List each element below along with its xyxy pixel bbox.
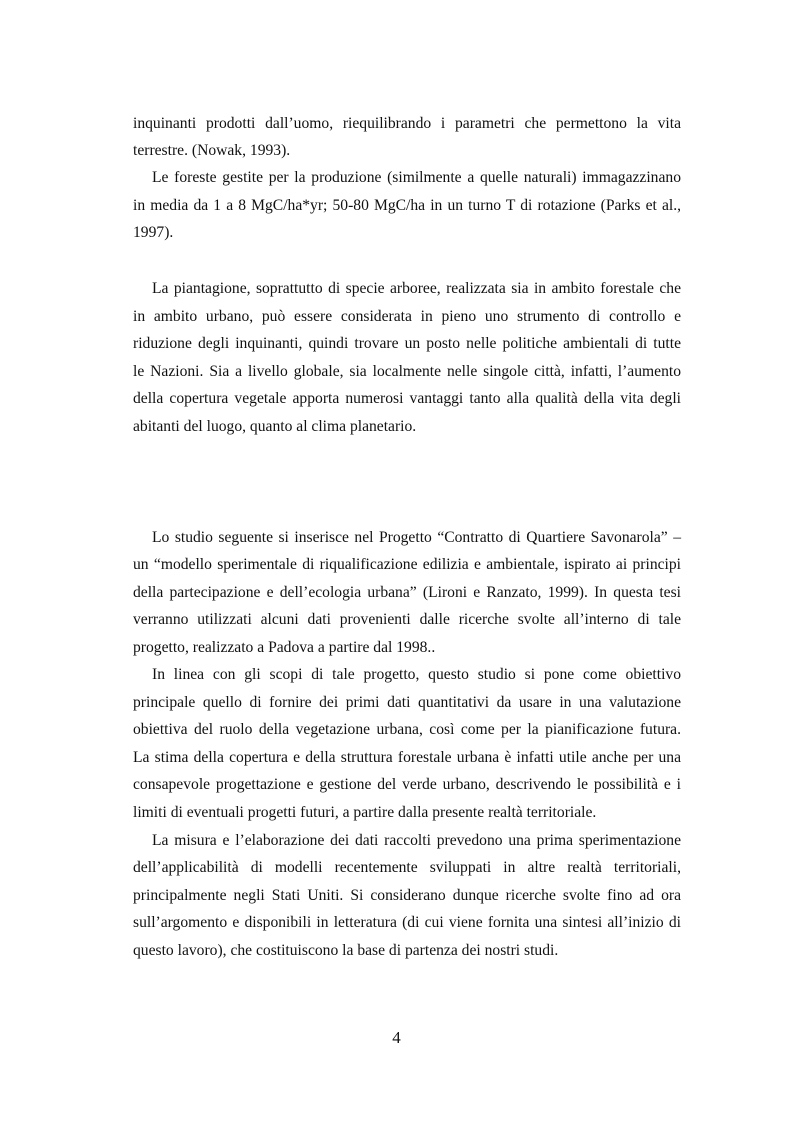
text-line: consapevole progettazione e gestione del verde urbano, descrivendo le possibilità e i (133, 776, 681, 793)
text-line: riduzione degli inquinanti, quindi trovare un posto nelle politiche ambientali di tutte (133, 335, 681, 352)
text-line: Lo studio seguente si inserisce nel Progetto “Contratto di Quartiere Savonarola” – (152, 529, 681, 546)
text-line: La stima della copertura e della struttura forestale urbana è infatti utile anche per una (133, 749, 681, 766)
text-line: in media da 1 a 8 MgC/ha*yr; 50-80 MgC/ha in un turno T di rotazione (Parks et al., (133, 197, 681, 214)
text-line: dell’applicabilità di modelli recentemente sviluppati in altre realtà territoriali, (133, 859, 681, 876)
text-line: progetto, realizzato a Padova a partire dal 1998.. (133, 639, 436, 656)
text-line: della copertura vegetale apporta numerosi vantaggi tanto alla qualità della vita degli (133, 390, 681, 407)
text-line: 1997). (133, 224, 174, 241)
text-line: principalmente negli Stati Uniti. Si considerano dunque ricerche svolte fino ad ora (133, 887, 681, 904)
text-line: La misura e l’elaborazione dei dati raccolti prevedono una prima sperimentazione (152, 832, 681, 849)
text-line: obiettiva del ruolo della vegetazione urbana, così come per la pianificazione futura. (133, 721, 681, 738)
text-line: principale quello di fornire dei primi dati quantitativi da usare in una valutazione (133, 694, 681, 711)
text-line: un “modello sperimentale di riqualificazione edilizia e ambientale, ispirato ai principi (133, 556, 681, 573)
text-line: le Nazioni. Sia a livello globale, sia localmente nelle singole città, infatti, l’aumento (133, 363, 681, 380)
text-line: verranno utilizzati alcuni dati provenienti dalle ricerche svolte all’interno di tale (133, 611, 681, 628)
text-line: In linea con gli scopi di tale progetto, questo studio si pone come obiettivo (152, 666, 681, 683)
text-line: in ambito urbano, può essere considerata in pieno uno strumento di controllo e (133, 308, 681, 325)
page-number: 4 (392, 1028, 401, 1047)
text-line: sull’argomento e disponibili in letteratura (di cui viene fornita una sintesi all’inizio di (133, 914, 681, 931)
text-line: Le foreste gestite per la produzione (similmente a quelle naturali) immagazzinano (152, 169, 681, 186)
text-line: limiti di eventuali progetti futuri, a partire dalla presente realtà territoriale. (133, 804, 597, 821)
text-line: questo lavoro), che costituiscono la base di partenza dei nostri studi. (133, 942, 559, 959)
text-line: della partecipazione e dell’ecologia urbana” (Lironi e Ranzato, 1999). In questa tesi (133, 584, 681, 601)
text-line: terrestre. (Nowak, 1993). (133, 142, 291, 159)
text-line: inquinanti prodotti dall’uomo, riequilibrando i parametri che permettono la vita (133, 115, 681, 132)
text-line: abitanti del luogo, quanto al clima planetario. (133, 418, 417, 435)
text-line: La piantagione, soprattutto di specie arboree, realizzata sia in ambito forestale che (152, 280, 681, 297)
